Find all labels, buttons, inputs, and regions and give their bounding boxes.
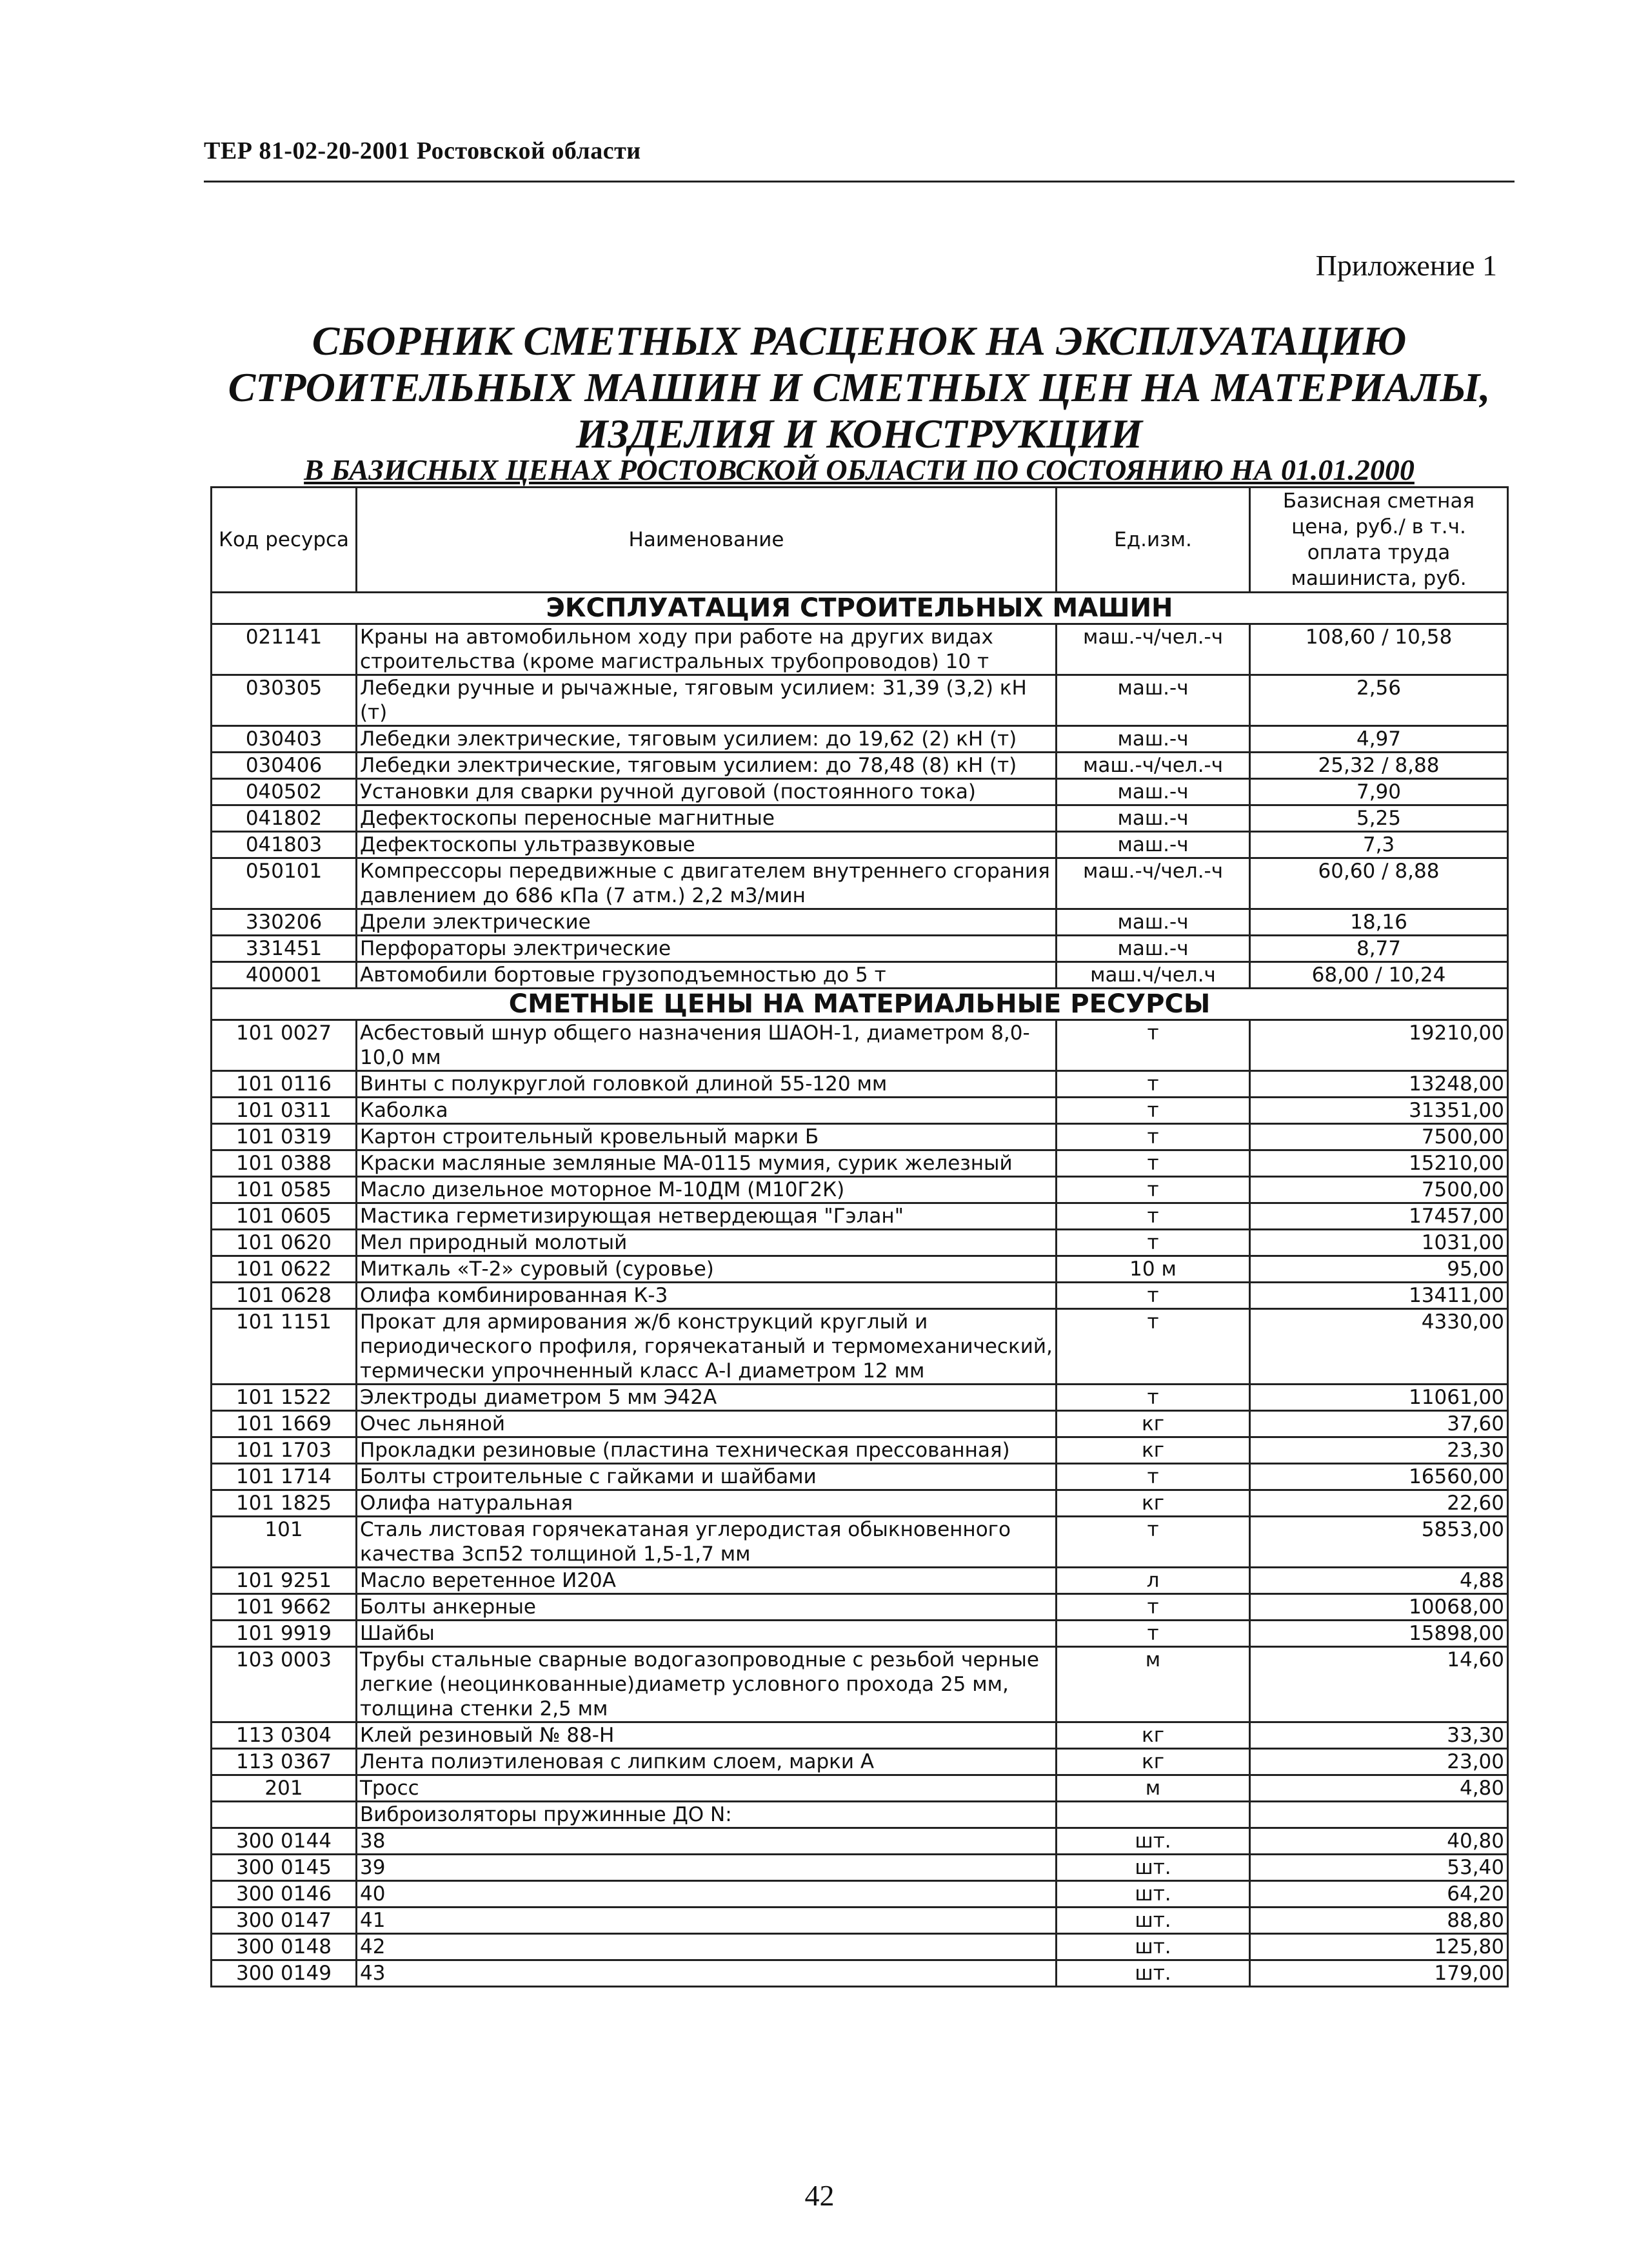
resource-code-cell: 101 0585 — [212, 1177, 357, 1203]
table-row — [212, 936, 1508, 962]
resource-code-cell: 101 0605 — [212, 1203, 357, 1230]
resource-code-cell: 040502 — [212, 779, 357, 805]
unit-cell: шт. — [1057, 1908, 1250, 1934]
header-unit: Ед.изм. — [1057, 488, 1250, 593]
resource-code-cell: 101 9662 — [212, 1594, 357, 1621]
table-row — [212, 1071, 1508, 1098]
resource-code-cell: 101 1151 — [212, 1309, 357, 1385]
unit-cell: маш.-ч/чел.-ч — [1057, 624, 1250, 675]
title-line-3: ИЗДЕЛИЯ И КОНСТРУКЦИИ — [575, 411, 1143, 457]
price-cell: 10068,00 — [1250, 1594, 1508, 1621]
unit-cell: т — [1057, 1283, 1250, 1309]
table-row — [212, 1230, 1508, 1256]
table-row — [212, 1490, 1508, 1517]
resource-name-cell: Установки для сварки ручной дуговой (постоянного тока) — [357, 779, 1057, 805]
resource-name-cell: Тросс — [357, 1775, 1057, 1802]
table-row — [212, 1464, 1508, 1490]
table-row — [212, 1150, 1508, 1177]
subtitle: В БАЗИСНЫХ ЦЕНАХ РОСТОВСКОЙ ОБЛАСТИ ПО СОСТОЯНИЮ НА 01.01.2000 — [304, 453, 1415, 486]
price-cell: 53,40 — [1250, 1855, 1508, 1881]
unit-cell: т — [1057, 1020, 1250, 1071]
unit-cell: кг — [1057, 1411, 1250, 1437]
table-row — [212, 1283, 1508, 1309]
resource-name-cell: Олифа натуральная — [357, 1490, 1057, 1517]
resource-code-cell: 201 — [212, 1775, 357, 1802]
resource-code-cell: 030305 — [212, 675, 357, 726]
header-code: Код ресурса — [212, 488, 357, 593]
table-row — [212, 1908, 1508, 1934]
resource-code-cell: 041803 — [212, 832, 357, 858]
unit-cell: т — [1057, 1309, 1250, 1385]
unit-cell: маш.-ч/чел.-ч — [1057, 858, 1250, 909]
table-row — [212, 858, 1508, 909]
table-row — [212, 1177, 1508, 1203]
resource-name-cell: Прокат для армирования ж/б конструкций круглый и периодического профиля, горячекатаный и термомеханический, термически упрочненный класс А-I диаметром 12 мм — [357, 1309, 1057, 1385]
table-row — [212, 1828, 1508, 1855]
price-cell: 4330,00 — [1250, 1309, 1508, 1385]
resource-name-cell: Трубы стальные сварные водогазопроводные с резьбой черные легкие (неоцинкованные)диаметр условного прохода 25 мм, толщина стенки 2,5 мм — [357, 1647, 1057, 1722]
resource-name-cell: Лебедки ручные и рычажные, тяговым усилием: 31,39 (3,2) кН (т) — [357, 675, 1057, 726]
unit-cell: кг — [1057, 1437, 1250, 1464]
unit-cell: т — [1057, 1124, 1250, 1150]
table-row — [212, 1722, 1508, 1749]
table-row — [212, 675, 1508, 726]
table-row — [212, 726, 1508, 753]
unit-cell: т — [1057, 1230, 1250, 1256]
resource-name-cell: Асбестовый шнур общего назначения ШАОН-1, диаметром 8,0-10,0 мм — [357, 1020, 1057, 1071]
price-cell: 179,00 — [1250, 1960, 1508, 1987]
price-cell: 15898,00 — [1250, 1621, 1508, 1647]
table-row — [212, 1098, 1508, 1124]
price-cell: 7,3 — [1250, 832, 1508, 858]
resource-name-cell: Мастика герметизирующая нетвердеющая "Гэлан" — [357, 1203, 1057, 1230]
header-rule — [204, 181, 1515, 182]
price-cell: 19210,00 — [1250, 1020, 1508, 1071]
table-row — [212, 753, 1508, 779]
unit-cell: кг — [1057, 1490, 1250, 1517]
table-row — [212, 1411, 1508, 1437]
title-line-1: СБОРНИК СМЕТНЫХ РАСЦЕНОК НА ЭКСПЛУАТАЦИЮ — [312, 318, 1407, 364]
price-cell: 108,60 / 10,58 — [1250, 624, 1508, 675]
price-cell: 22,60 — [1250, 1490, 1508, 1517]
price-table — [210, 486, 1509, 1987]
resource-code-cell: 101 — [212, 1517, 357, 1568]
resource-name-cell: Клей резиновый № 88-Н — [357, 1722, 1057, 1749]
table-row — [212, 1203, 1508, 1230]
resource-name-cell: Картон строительный кровельный марки Б — [357, 1124, 1057, 1150]
resource-code-cell: 101 9919 — [212, 1621, 357, 1647]
running-head: ТЕР 81-02-20-2001 Ростовской области — [204, 137, 641, 164]
resource-name-cell: Шайбы — [357, 1621, 1057, 1647]
unit-cell: маш.-ч — [1057, 805, 1250, 832]
price-cell: 1031,00 — [1250, 1230, 1508, 1256]
resource-name-cell: Автомобили бортовые грузоподъемностью до 5 т — [357, 962, 1057, 989]
unit-cell: т — [1057, 1594, 1250, 1621]
table-header-row — [212, 488, 1508, 593]
price-cell: 7,90 — [1250, 779, 1508, 805]
price-cell: 64,20 — [1250, 1881, 1508, 1908]
unit-cell: шт. — [1057, 1881, 1250, 1908]
table-row — [212, 1960, 1508, 1987]
price-cell: 40,80 — [1250, 1828, 1508, 1855]
resource-name-cell: Масло дизельное моторное М-10ДМ (М10Г2К) — [357, 1177, 1057, 1203]
resource-code-cell: 101 1669 — [212, 1411, 357, 1437]
resource-name-cell: Винты с полукруглой головкой длиной 55-120 мм — [357, 1071, 1057, 1098]
resource-code-cell: 300 0144 — [212, 1828, 357, 1855]
resource-name-cell: Краски масляные земляные МА-0115 мумия, сурик железный — [357, 1150, 1057, 1177]
price-table-body — [212, 488, 1508, 1987]
unit-cell: л — [1057, 1568, 1250, 1594]
table-row — [212, 1881, 1508, 1908]
table-row — [212, 962, 1508, 989]
table-row — [212, 805, 1508, 832]
price-cell: 7500,00 — [1250, 1124, 1508, 1150]
table-row — [212, 624, 1508, 675]
unit-cell: м — [1057, 1647, 1250, 1722]
resource-name-cell: Прокладки резиновые (пластина техническая прессованная) — [357, 1437, 1057, 1464]
table-row — [212, 1256, 1508, 1283]
unit-cell: т — [1057, 1177, 1250, 1203]
section-header-row — [212, 989, 1508, 1020]
unit-cell: т — [1057, 1621, 1250, 1647]
unit-cell: т — [1057, 1203, 1250, 1230]
unit-cell: маш.-ч — [1057, 779, 1250, 805]
price-cell: 2,56 — [1250, 675, 1508, 726]
price-cell: 5,25 — [1250, 805, 1508, 832]
resource-name-cell: Электроды диаметром 5 мм Э42А — [357, 1385, 1057, 1411]
resource-code-cell: 300 0147 — [212, 1908, 357, 1934]
table-row — [212, 909, 1508, 936]
resource-name-cell: Болты анкерные — [357, 1594, 1057, 1621]
resource-code-cell: 101 0622 — [212, 1256, 357, 1283]
price-cell: 125,80 — [1250, 1934, 1508, 1960]
unit-cell: маш.-ч — [1057, 832, 1250, 858]
resource-code-cell: 103 0003 — [212, 1647, 357, 1722]
resource-code-cell: 101 9251 — [212, 1568, 357, 1594]
unit-cell: шт. — [1057, 1855, 1250, 1881]
unit-cell: т — [1057, 1071, 1250, 1098]
table-row — [212, 832, 1508, 858]
unit-cell: т — [1057, 1517, 1250, 1568]
unit-cell: маш.-ч — [1057, 726, 1250, 753]
unit-cell: маш.-ч/чел.-ч — [1057, 753, 1250, 779]
resource-code-cell: 113 0367 — [212, 1749, 357, 1775]
resource-name-cell: 39 — [357, 1855, 1057, 1881]
table-row — [212, 1020, 1508, 1071]
table-row — [212, 1934, 1508, 1960]
resource-name-cell: 41 — [357, 1908, 1057, 1934]
unit-cell: т — [1057, 1150, 1250, 1177]
resource-code-cell: 021141 — [212, 624, 357, 675]
resource-code-cell: 300 0149 — [212, 1960, 357, 1987]
resource-code-cell: 050101 — [212, 858, 357, 909]
resource-code-cell: 331451 — [212, 936, 357, 962]
price-cell: 95,00 — [1250, 1256, 1508, 1283]
table-row — [212, 1517, 1508, 1568]
resource-name-cell: Масло веретенное И20А — [357, 1568, 1057, 1594]
unit-cell: м — [1057, 1775, 1250, 1802]
price-cell: 25,32 / 8,88 — [1250, 753, 1508, 779]
price-cell: 11061,00 — [1250, 1385, 1508, 1411]
resource-name-cell: Болты строительные с гайками и шайбами — [357, 1464, 1057, 1490]
resource-name-cell: Мел природный молотый — [357, 1230, 1057, 1256]
resource-code-cell: 300 0145 — [212, 1855, 357, 1881]
unit-cell: маш.-ч — [1057, 675, 1250, 726]
table-row — [212, 1309, 1508, 1385]
resource-code-cell: 041802 — [212, 805, 357, 832]
header-name: Наименование — [357, 488, 1057, 593]
resource-name-cell: Олифа комбинированная К-3 — [357, 1283, 1057, 1309]
resource-name-cell: Краны на автомобильном ходу при работе на других видах строительства (кроме магистральных трубопроводов) 10 т — [357, 624, 1057, 675]
price-cell: 14,60 — [1250, 1647, 1508, 1722]
resource-name-cell: Дефектоскопы переносные магнитные — [357, 805, 1057, 832]
resource-code-cell: 330206 — [212, 909, 357, 936]
resource-code-cell: 101 0628 — [212, 1283, 357, 1309]
price-cell — [1250, 1802, 1508, 1828]
unit-cell — [1057, 1802, 1250, 1828]
resource-code-cell: 101 0116 — [212, 1071, 357, 1098]
unit-cell: маш.-ч — [1057, 936, 1250, 962]
resource-code-cell: 030403 — [212, 726, 357, 753]
table-row — [212, 1594, 1508, 1621]
resource-name-cell: Сталь листовая горячекатаная углеродистая обыкновенного качества 3сп52 толщиной 1,5-1,7 мм — [357, 1517, 1057, 1568]
price-cell: 37,60 — [1250, 1411, 1508, 1437]
resource-code-cell: 101 0620 — [212, 1230, 357, 1256]
price-cell: 31351,00 — [1250, 1098, 1508, 1124]
price-cell: 5853,00 — [1250, 1517, 1508, 1568]
resource-name-cell: Перфораторы электрические — [357, 936, 1057, 962]
resource-code-cell: 101 1703 — [212, 1437, 357, 1464]
resource-name-cell: Дефектоскопы ультразвуковые — [357, 832, 1057, 858]
resource-name-cell: Дрели электрические — [357, 909, 1057, 936]
resource-name-cell: Лента полиэтиленовая с липким слоем, марки А — [357, 1749, 1057, 1775]
resource-name-cell: 42 — [357, 1934, 1057, 1960]
resource-name-cell: Миткаль «Т-2» суровый (суровье) — [357, 1256, 1057, 1283]
price-cell: 23,30 — [1250, 1437, 1508, 1464]
resource-name-cell: Виброизоляторы пружинные ДО N: — [357, 1802, 1057, 1828]
resource-code-cell: 400001 — [212, 962, 357, 989]
price-cell: 4,88 — [1250, 1568, 1508, 1594]
section-header-row — [212, 593, 1508, 624]
resource-code-cell: 101 0319 — [212, 1124, 357, 1150]
table-row — [212, 1124, 1508, 1150]
unit-cell: маш.-ч — [1057, 909, 1250, 936]
resource-code-cell: 101 1714 — [212, 1464, 357, 1490]
price-cell: 68,00 / 10,24 — [1250, 962, 1508, 989]
resource-code-cell: 101 0027 — [212, 1020, 357, 1071]
price-cell: 8,77 — [1250, 936, 1508, 962]
price-cell: 18,16 — [1250, 909, 1508, 936]
table-row — [212, 1775, 1508, 1802]
price-cell: 13411,00 — [1250, 1283, 1508, 1309]
price-cell: 16560,00 — [1250, 1464, 1508, 1490]
unit-cell: шт. — [1057, 1934, 1250, 1960]
resource-name-cell: Очес льняной — [357, 1411, 1057, 1437]
resource-code-cell: 113 0304 — [212, 1722, 357, 1749]
resource-code-cell — [212, 1802, 357, 1828]
unit-cell: шт. — [1057, 1828, 1250, 1855]
resource-name-cell: 38 — [357, 1828, 1057, 1855]
resource-code-cell: 300 0146 — [212, 1881, 357, 1908]
table-row — [212, 1621, 1508, 1647]
resource-code-cell: 101 1522 — [212, 1385, 357, 1411]
price-cell: 33,30 — [1250, 1722, 1508, 1749]
resource-code-cell: 030406 — [212, 753, 357, 779]
price-cell: 4,80 — [1250, 1775, 1508, 1802]
unit-cell: т — [1057, 1385, 1250, 1411]
unit-cell: кг — [1057, 1722, 1250, 1749]
resource-code-cell: 101 1825 — [212, 1490, 357, 1517]
table-row — [212, 779, 1508, 805]
price-cell: 13248,00 — [1250, 1071, 1508, 1098]
unit-cell: шт. — [1057, 1960, 1250, 1987]
resource-name-cell: Лебедки электрические, тяговым усилием: до 78,48 (8) кН (т) — [357, 753, 1057, 779]
resource-name-cell: Компрессоры передвижные с двигателем внутреннего сгорания давлением до 686 кПа (7 атм.) 2,2 м3/мин — [357, 858, 1057, 909]
title-line-2: СТРОИТЕЛЬНЫХ МАШИН И СМЕТНЫХ ЦЕН НА МАТЕРИАЛЫ, — [228, 364, 1491, 410]
price-cell: 17457,00 — [1250, 1203, 1508, 1230]
header-price: Базисная сметная цена, руб./ в т.ч. оплата труда машиниста, руб. — [1250, 488, 1508, 593]
table-row — [212, 1568, 1508, 1594]
table-row — [212, 1385, 1508, 1411]
table-row — [212, 1855, 1508, 1881]
price-cell: 88,80 — [1250, 1908, 1508, 1934]
unit-cell: т — [1057, 1098, 1250, 1124]
table-row — [212, 1749, 1508, 1775]
table-row — [212, 1647, 1508, 1722]
price-cell: 23,00 — [1250, 1749, 1508, 1775]
price-cell: 60,60 / 8,88 — [1250, 858, 1508, 909]
resource-name-cell: 43 — [357, 1960, 1057, 1987]
resource-name-cell: Каболка — [357, 1098, 1057, 1124]
price-cell: 15210,00 — [1250, 1150, 1508, 1177]
resource-name-cell: 40 — [357, 1881, 1057, 1908]
unit-cell: 10 м — [1057, 1256, 1250, 1283]
price-cell: 7500,00 — [1250, 1177, 1508, 1203]
price-cell: 4,97 — [1250, 726, 1508, 753]
resource-code-cell: 300 0148 — [212, 1934, 357, 1960]
table-row — [212, 1437, 1508, 1464]
unit-cell: маш.ч/чел.ч — [1057, 962, 1250, 989]
section-title: ЭКСПЛУАТАЦИЯ СТРОИТЕЛЬНЫХ МАШИН — [212, 593, 1508, 624]
page-number: 42 — [804, 2179, 835, 2212]
appendix-label: Приложение 1 — [1315, 249, 1497, 282]
resource-code-cell: 101 0311 — [212, 1098, 357, 1124]
resource-code-cell: 101 0388 — [212, 1150, 357, 1177]
unit-cell: т — [1057, 1464, 1250, 1490]
resource-name-cell: Лебедки электрические, тяговым усилием: до 19,62 (2) кН (т) — [357, 726, 1057, 753]
table-row — [212, 1802, 1508, 1828]
section-title: СМЕТНЫЕ ЦЕНЫ НА МАТЕРИАЛЬНЫЕ РЕСУРСЫ — [212, 989, 1508, 1020]
unit-cell: кг — [1057, 1749, 1250, 1775]
